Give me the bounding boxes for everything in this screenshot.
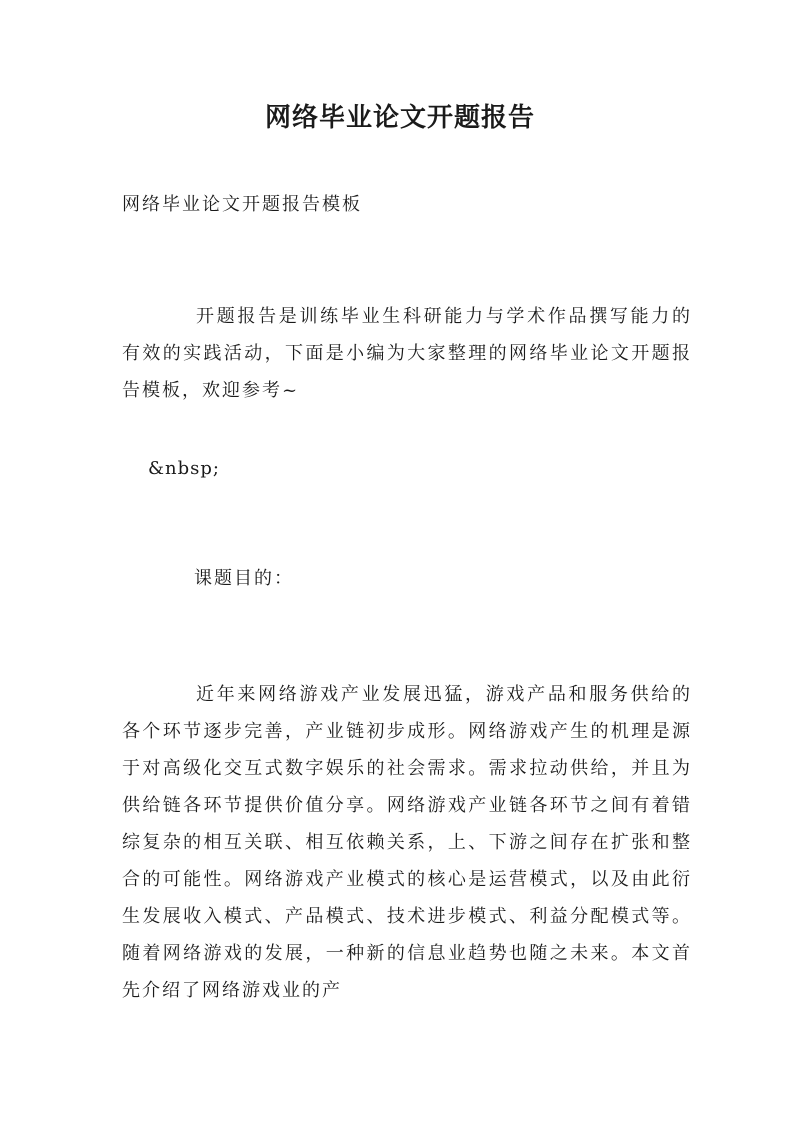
body-paragraph: 近年来网络游戏产业发展迅猛，游戏产品和服务供给的各个环节逐步完善，产业链初步成形。网络游戏产生的机理是源于对高级化交互式数字娱乐的社会需求。需求拉动供给，并且为供给链各环节提供价值分享。网络游戏产业链各环节之间有着错综复杂的相互关联、相互依赖关系，上、下游之间存在扩张和整合的可能性。网络游戏产业模式的核心是运营模式，以及由此衍生发展收入模式、产品模式、技术进步模式、利益分配模式等。随着网络游戏的发展，一种新的信息业趋势也随之未来。本文首先介绍了网络游戏业的产 — [122, 684, 692, 1001]
section-heading: 课题目的： — [194, 568, 294, 589]
nbsp-text: &nbsp; — [148, 458, 220, 479]
document-subtitle: 网络毕业论文开题报告模板 — [122, 194, 362, 215]
document-title: 网络毕业论文开题报告 — [264, 103, 535, 133]
intro-paragraph: 开题报告是训练毕业生科研能力与学术作品撰写能力的有效的实践活动，下面是小编为大家整理的网络毕业论文开题报告模板，欢迎参考~ — [122, 306, 692, 401]
